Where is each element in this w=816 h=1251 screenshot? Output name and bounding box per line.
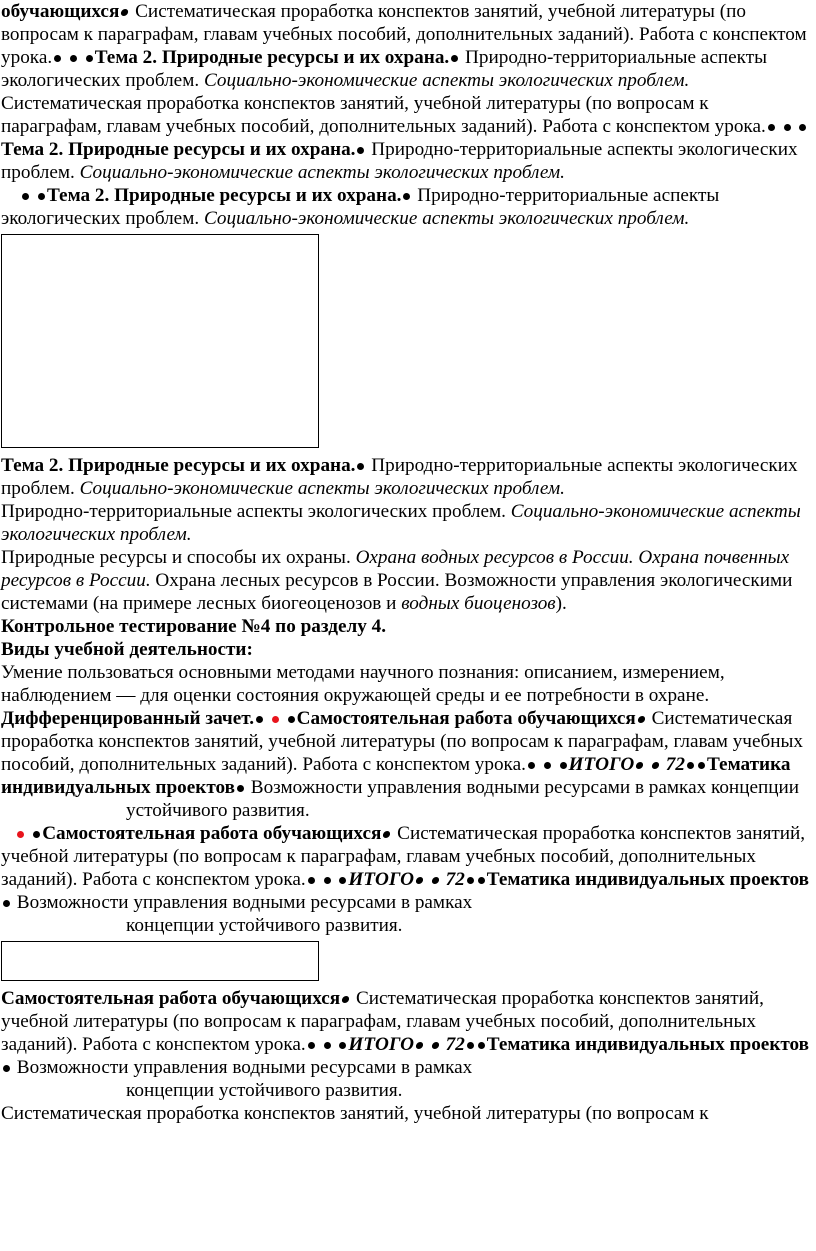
paragraph xyxy=(1,987,811,1079)
paragraph xyxy=(1,661,811,707)
text-run: 72 xyxy=(440,1034,465,1055)
text-run: Систематическая проработка конспектов занятий, учебной литературы (по вопросам к параграфам, главам учебных пособий, дополнительных заданий). Работа с конспектом урока. xyxy=(1,93,766,137)
text-run: обучающихся xyxy=(1,1,120,22)
text-run: Социально-экономические аспекты экологических проблем. xyxy=(1,501,801,545)
text-run: Природно-территориальные аспекты экологических проблем. xyxy=(1,185,720,229)
red-bullet-icon xyxy=(17,831,24,838)
text-run xyxy=(425,869,430,890)
bullet-icon xyxy=(560,762,567,769)
bullet-icon xyxy=(635,762,643,769)
text-run: 72 xyxy=(661,754,685,775)
bullet-icon xyxy=(3,900,10,907)
paragraph xyxy=(1,615,811,638)
paragraph xyxy=(1,707,811,799)
bullet-icon xyxy=(637,716,645,723)
text-run: Систематическая проработка конспектов занятий, учебной литературы (по вопросам к параграфам, главам учебных пособий, дополнительных заданий). Работа с конспектом урока. xyxy=(1,1,807,68)
bullet-icon xyxy=(467,1042,474,1049)
bullet-icon xyxy=(70,55,77,62)
paragraph xyxy=(1,914,811,937)
bullet-icon xyxy=(121,9,129,16)
bullet-icon xyxy=(698,762,705,769)
text-run xyxy=(793,116,798,137)
bullet-icon xyxy=(357,147,364,154)
text-run: Природно-территориальные аспекты экологических проблем. xyxy=(1,501,511,522)
paragraph xyxy=(1,454,811,500)
text-run: концепции устойчивого развития. xyxy=(126,915,403,936)
bullet-icon xyxy=(256,716,263,723)
text-run: устойчивого развития. xyxy=(126,800,310,821)
bullet-icon xyxy=(86,55,93,62)
text-run: Контрольное тестирование №4 по разделу 4. xyxy=(1,616,387,637)
text-run xyxy=(537,754,542,775)
bullet-icon xyxy=(478,877,485,884)
text-run: Возможности управления водными ресурсами в рамках xyxy=(12,1057,473,1078)
text-run: водных биоценозов xyxy=(401,593,556,614)
bullet-icon xyxy=(33,831,40,838)
bullet-icon xyxy=(357,463,364,470)
text-run xyxy=(79,47,84,68)
bullet-icon xyxy=(768,124,775,131)
text-run: Систематическая проработка конспектов занятий, учебной литературы (по вопросам к параграфам, главам учебных пособий, дополнительных заданий). Работа с конспектом урока. xyxy=(1,708,803,775)
bullet-icon xyxy=(237,785,244,792)
bullet-icon xyxy=(54,55,61,62)
bullet-icon xyxy=(799,124,806,131)
text-run: Охрана лесных ресурсов в России. Возможности управления экологическими системами (на примере лесных биогеоценозов и xyxy=(1,570,793,614)
text-run: Тема 2. Природные ресурсы и их охрана. xyxy=(46,185,402,206)
bullet-icon xyxy=(415,1042,423,1049)
bullet-icon xyxy=(431,877,439,884)
bullet-icon xyxy=(308,1042,315,1049)
bullet-icon xyxy=(324,877,331,884)
paragraph xyxy=(1,92,811,184)
text-run: Природно-территориальные аспекты экологических проблем. xyxy=(1,139,798,183)
text-run: Тематика индивидуальных проектов xyxy=(1,754,791,798)
text-run: 72 xyxy=(440,869,465,890)
bullet-icon xyxy=(687,762,694,769)
text-run xyxy=(333,1034,338,1055)
bullet-icon xyxy=(3,1065,10,1072)
text-run: Дифференцированный зачет. xyxy=(1,708,255,729)
text-run: ). xyxy=(555,593,567,614)
empty-frame xyxy=(1,234,319,448)
text-run: Тема 2. Природные ресурсы и их охрана. xyxy=(1,455,356,476)
bullet-icon xyxy=(651,762,659,769)
text-run: Тема 2. Природные ресурсы и их охрана. xyxy=(1,139,356,160)
bullet-icon xyxy=(478,1042,485,1049)
bullet-icon xyxy=(38,193,45,200)
bullet-icon xyxy=(784,124,791,131)
text-run xyxy=(265,708,270,729)
text-run xyxy=(317,869,322,890)
bullet-icon xyxy=(415,877,423,884)
text-run: ИТОГО xyxy=(348,869,415,890)
bullet-icon xyxy=(308,877,315,884)
text-run: Умение пользоваться основными методами научного познания: описанием, измерением, наблюдением — для оценки состояния окружающей среды и ее потребности в охране. xyxy=(1,662,725,706)
text-run xyxy=(333,869,338,890)
text-run: Природные ресурсы и способы их охраны. xyxy=(1,547,356,568)
text-run xyxy=(26,823,31,844)
text-run xyxy=(425,1034,430,1055)
text-run: Самостоятельная работа обучающихся xyxy=(1,988,341,1009)
bullet-icon xyxy=(467,877,474,884)
red-bullet-icon xyxy=(272,716,279,723)
bullet-icon xyxy=(544,762,551,769)
text-run: Самостоятельная работа обучающихся xyxy=(296,708,636,729)
bullet-icon xyxy=(431,1042,439,1049)
text-run: Возможности управления водными ресурсами в рамках концепции xyxy=(245,777,800,798)
paragraph xyxy=(1,822,811,914)
paragraph xyxy=(1,799,811,822)
text-run xyxy=(645,754,650,775)
bullet-icon xyxy=(403,193,410,200)
paragraph xyxy=(1,1102,811,1125)
text-run: Социально-экономические аспекты экологических проблем. xyxy=(203,70,690,91)
text-run xyxy=(317,1034,322,1055)
text-run: Тематика индивидуальных проектов xyxy=(486,1034,810,1055)
text-run: Социально-экономические аспекты экологических проблем. xyxy=(79,162,565,183)
text-run: Охрана водных ресурсов в России. Охрана почвенных ресурсов в России. xyxy=(1,547,790,591)
text-run: Самостоятельная работа обучающихся xyxy=(42,823,382,844)
text-run xyxy=(553,754,558,775)
empty-frame xyxy=(1,941,319,981)
text-run xyxy=(1,185,20,206)
bullet-icon xyxy=(383,831,391,838)
bullet-icon xyxy=(339,1042,346,1049)
bullet-icon xyxy=(528,762,535,769)
text-run: Природно-территориальные аспекты экологических проблем. xyxy=(1,455,798,499)
text-run: ИТОГО xyxy=(348,1034,415,1055)
paragraph xyxy=(1,638,811,661)
bullet-icon xyxy=(339,877,346,884)
paragraph xyxy=(1,0,811,92)
text-run: Виды учебной деятельности: xyxy=(1,639,253,660)
text-run: Тематика индивидуальных проектов xyxy=(486,869,810,890)
text-run: Систематическая проработка конспектов занятий, учебной литературы (по вопросам к параграфам, главам учебных пособий, дополнительных заданий). Работа с конспектом урока. xyxy=(1,823,806,890)
text-run: Возможности управления водными ресурсами в рамках xyxy=(12,892,473,913)
paragraph xyxy=(1,1079,811,1102)
text-run xyxy=(1,823,15,844)
text-run: Социально-экономические аспекты экологических проблем. xyxy=(203,208,690,229)
text-run: Тема 2. Природные ресурсы и их охрана. xyxy=(94,47,450,68)
paragraph xyxy=(1,500,811,546)
text-run: ИТОГО xyxy=(568,754,635,775)
text-run xyxy=(281,708,286,729)
text-run xyxy=(777,116,782,137)
text-run: Социально-экономические аспекты экологических проблем. xyxy=(79,478,565,499)
text-run xyxy=(63,47,68,68)
bullet-icon xyxy=(341,996,349,1003)
text-run: концепции устойчивого развития. xyxy=(126,1080,403,1101)
text-run: Природно-территориальные аспекты экологических проблем. xyxy=(1,47,767,91)
text-run xyxy=(31,185,36,206)
paragraph xyxy=(1,184,811,230)
text-run: Систематическая проработка конспектов занятий, учебной литературы (по вопросам к xyxy=(1,1103,709,1124)
text-run: Систематическая проработка конспектов занятий, учебной литературы (по вопросам к параграфам, главам учебных пособий, дополнительных заданий). Работа с конспектом урока. xyxy=(1,988,764,1055)
paragraph xyxy=(1,546,811,615)
bullet-icon xyxy=(288,716,295,723)
bullet-icon xyxy=(324,1042,331,1049)
bullet-icon xyxy=(22,193,29,200)
bullet-icon xyxy=(451,55,458,62)
